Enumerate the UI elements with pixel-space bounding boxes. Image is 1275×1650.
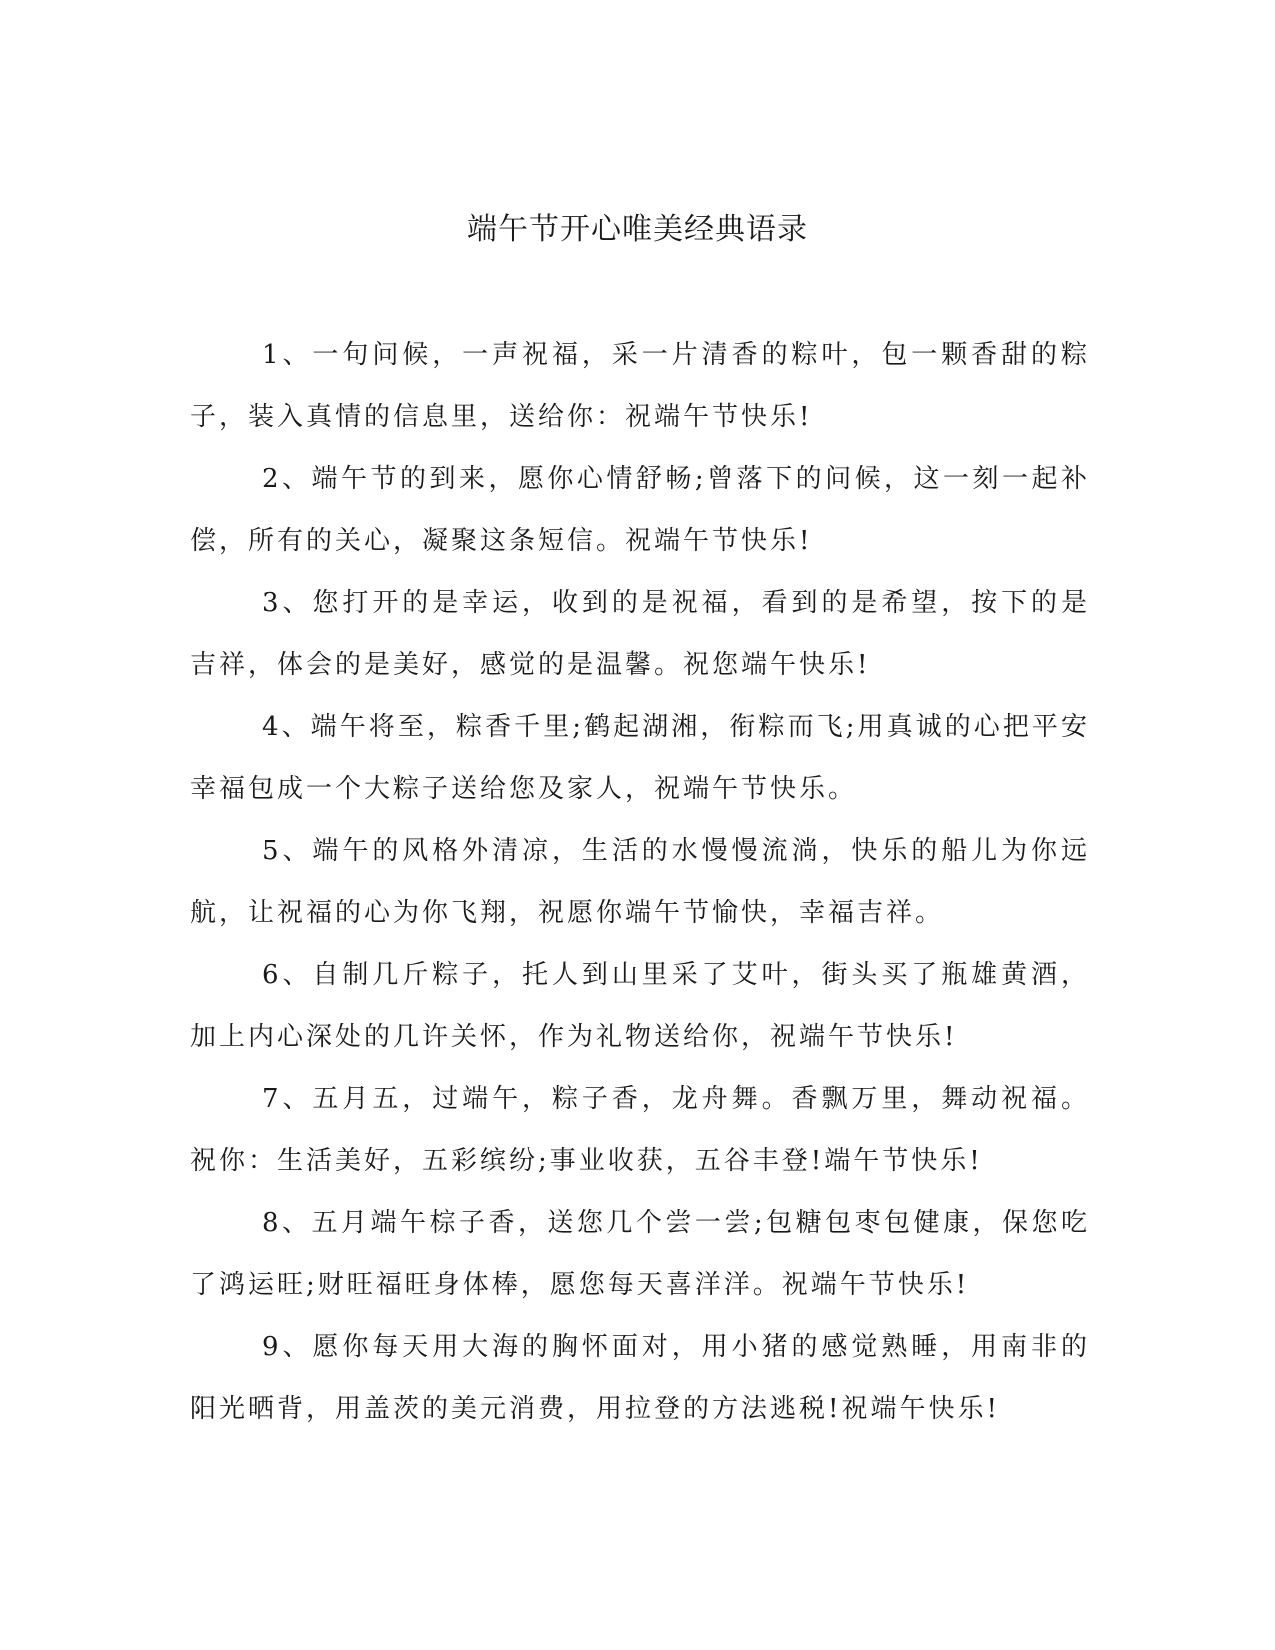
paragraph-7: 7、五月五，过端午，粽子香，龙舟舞。香飘万里，舞动祝福。祝你：生活美好，五彩缤纷;事业收获，五谷丰登!端午节快乐! [190, 1084, 1090, 1176]
paragraph-1: 1、一句问候，一声祝福，采一片清香的粽叶，包一颗香甜的粽子，装入真情的信息里，送给你：祝端午节快乐! [190, 340, 1090, 432]
paragraph-9: 9、愿你每天用大海的胸怀面对，用小猪的感觉熟睡，用南非的阳光晒背，用盖茨的美元消费，用拉登的方法逃税!祝端午快乐! [190, 1332, 1090, 1424]
paragraph-6: 6、自制几斤粽子，托人到山里采了艾叶，街头买了瓶雄黄酒，加上内心深处的几许关怀，作为礼物送给你，祝端午节快乐! [190, 960, 1090, 1052]
paragraph-3: 3、您打开的是幸运，收到的是祝福，看到的是希望，按下的是吉祥，体会的是美好，感觉的是温馨。祝您端午快乐! [190, 588, 1090, 680]
paragraph-5: 5、端午的风格外清凉，生活的水慢慢流淌，快乐的船儿为你远航，让祝福的心为你飞翔，祝愿你端午节愉快，幸福吉祥。 [190, 836, 1090, 928]
document-title: 端午节开心唯美经典语录 [467, 212, 808, 247]
paragraph-4: 4、端午将至，粽香千里;鹤起湖湘，衔粽而飞;用真诚的心把平安幸福包成一个大粽子送给您及家人，祝端午节快乐。 [190, 712, 1090, 804]
paragraph-8: 8、五月端午棕子香，送您几个尝一尝;包糖包枣包健康，保您吃了鸿运旺;财旺福旺身体棒，愿您每天喜洋洋。祝端午节快乐! [190, 1208, 1090, 1300]
paragraph-2: 2、端午节的到来，愿你心情舒畅;曾落下的问候，这一刻一起补偿，所有的关心，凝聚这条短信。祝端午节快乐! [190, 464, 1090, 556]
document-body [190, 324, 1090, 1440]
